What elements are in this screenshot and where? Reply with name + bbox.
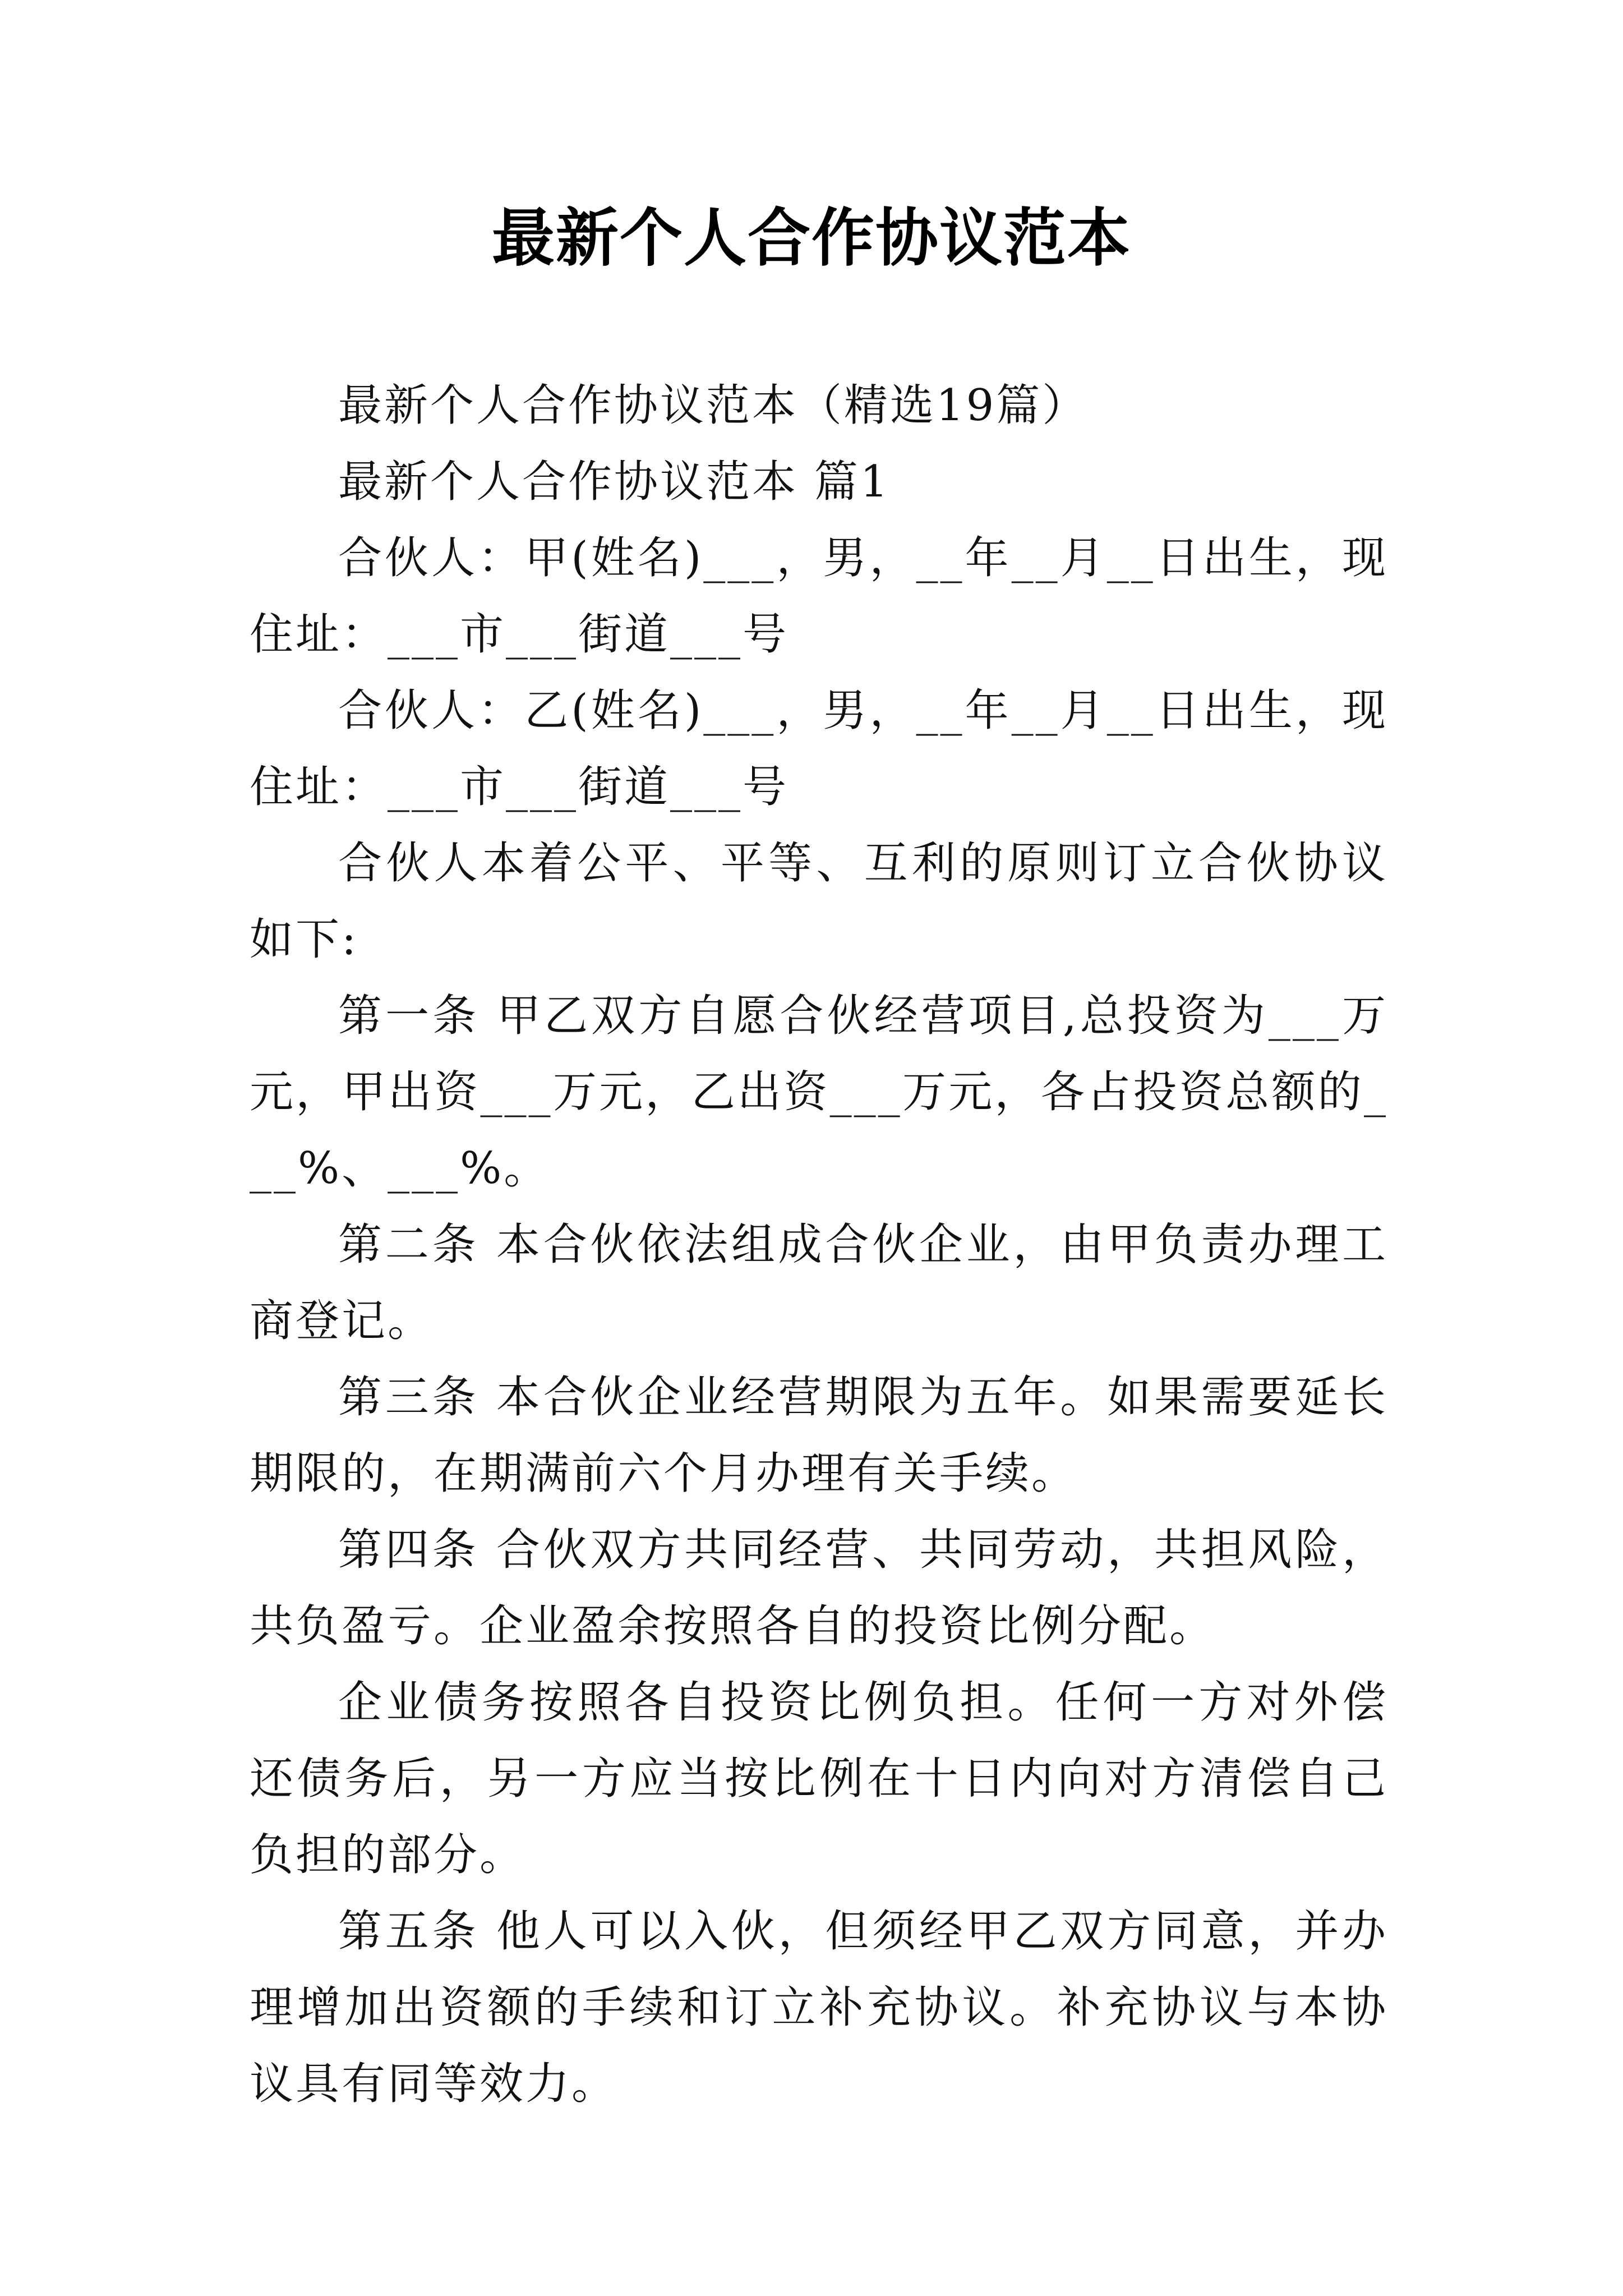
paragraph-article-2: 第二条 本合伙依法组成合伙企业，由甲负责办理工商登记。 xyxy=(250,1220,1388,1346)
paragraph-subtitle: 最新个人合作协议范本（精选19篇） xyxy=(338,380,1089,431)
document-title: 最新个人合作协议范本 xyxy=(492,201,1131,275)
paragraph-debt-clause: 企业债务按照各自投资比例负担。任何一方对外偿还债务后，另一方应当按比例在十日内向对方清偿自己负担的部分。 xyxy=(250,1677,1388,1880)
paragraph-partner-b: 合伙人：乙(姓名)___，男，__年__月__日出生，现住址：___市___街道___号 xyxy=(250,685,1388,812)
document-body xyxy=(250,367,1388,2122)
paragraph-article-5: 第五条 他人可以入伙，但须经甲乙双方同意，并办理增加出资额的手续和订立补充协议。补充协议与本协议具有同等效力。 xyxy=(250,1906,1388,2109)
paragraph-article-1: 第一条 甲乙双方自愿合伙经营项目,总投资为___万元，甲出资___万元，乙出资___万元，各占投资总额的___%、___%。 xyxy=(250,991,1388,1194)
paragraph-section-heading: 最新个人合作协议范本 篇1 xyxy=(338,457,891,507)
paragraph-article-4: 第四条 合伙双方共同经营、共同劳动，共担风险，共负盈亏。企业盈余按照各自的投资比例分配。 xyxy=(250,1525,1388,1651)
paragraph-preamble: 合伙人本着公平、平等、互利的原则订立合伙协议如下: xyxy=(250,838,1388,965)
paragraph-partner-a: 合伙人：甲(姓名)___，男，__年__月__日出生，现住址：___市___街道___号 xyxy=(250,533,1388,660)
paragraph-article-3: 第三条 本合伙企业经营期限为五年。如果需要延长期限的，在期满前六个月办理有关手续。 xyxy=(250,1372,1388,1499)
